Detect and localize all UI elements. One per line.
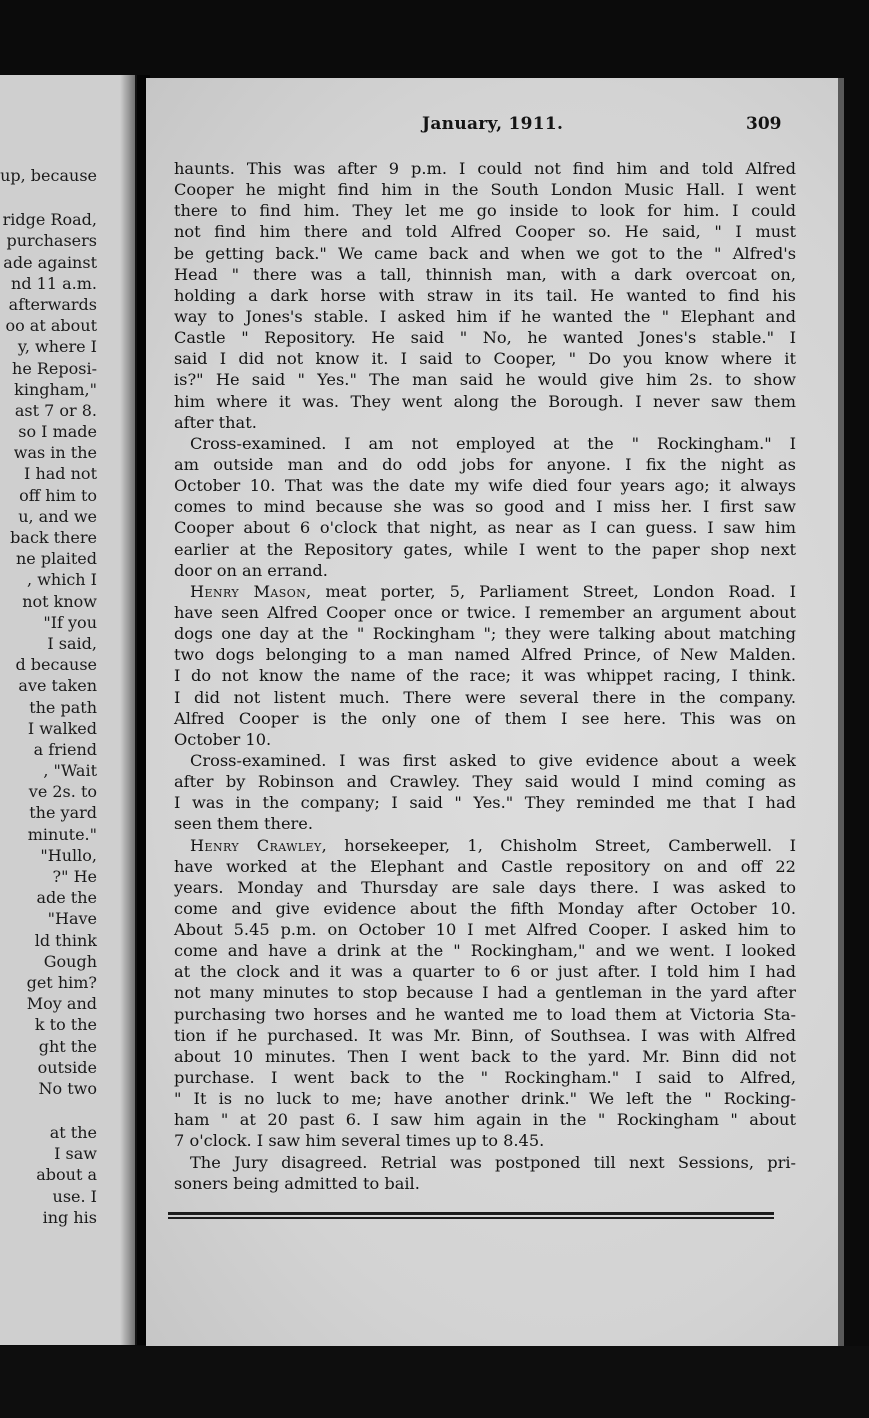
text-line: I did not listent much. There were several there in the company. <box>174 687 796 707</box>
left-page-line: purchasers <box>6 231 97 251</box>
text-line: Castle " Repository. He said " No, he wanted Jones's stable." I <box>174 328 796 348</box>
text-line: said I did not know it. I said to Cooper, " Do you know where it <box>174 349 796 369</box>
text-line: not many minutes to stop because I had a gentleman in the yard after <box>174 983 796 1003</box>
text-line: there to find him. They let me go inside to look for him. I could <box>174 201 796 221</box>
left-page-line: the yard <box>29 803 97 823</box>
text-line: comes to mind because she was so good and I miss her. I first saw <box>174 497 796 517</box>
text-line: Cooper about 6 o'clock that night, as near as I can guess. I saw him <box>174 518 796 538</box>
left-page-line: afterwards <box>8 294 97 314</box>
text-line: am outside man and do odd jobs for anyone. I fix the night as <box>174 454 796 474</box>
text-line: after that. <box>174 412 257 432</box>
left-page-line: was in the <box>13 443 97 463</box>
page-edge <box>838 78 844 1350</box>
left-page-line: so I made <box>18 422 97 442</box>
left-page-line: Gough <box>43 951 97 971</box>
left-page-line: No two <box>38 1078 97 1098</box>
left-page-line: u, and we <box>18 506 97 526</box>
text-line: earlier at the Repository gates, while I went to the paper shop next <box>174 539 796 559</box>
text-line: have seen Alfred Cooper once or twice. I remember an argument about <box>174 602 796 622</box>
left-page-line: ?" He <box>52 867 97 886</box>
left-page-line: ade the <box>36 888 97 908</box>
end-rule-thick-line <box>168 1212 774 1215</box>
text-line: purchase. I went back to the " Rockingham." I said to Alfred, <box>174 1068 796 1088</box>
left-page-line: ing his <box>42 1207 97 1227</box>
left-page-line: he Reposi- <box>12 358 97 378</box>
left-page-line: nd 11 a.m. <box>11 273 97 293</box>
text-line: have worked at the Elephant and Castle repository on and off 22 <box>174 856 796 876</box>
text-line: seen them there. <box>174 814 314 834</box>
text-line: 7 o'clock. I saw him several times up to 8.45. <box>174 1131 545 1151</box>
left-page-line: ld think <box>34 930 97 950</box>
left-page-line: "If you <box>43 612 97 632</box>
text-line: holding a dark horse with straw in its tail. He wanted to find his <box>174 285 796 305</box>
end-rule-thin-line <box>168 1217 774 1219</box>
text-line: soners being admitted to bail. <box>174 1173 420 1193</box>
left-page-line <box>0 1099 97 1122</box>
bottom-margin <box>0 1346 869 1418</box>
page-number: 309 <box>746 114 782 134</box>
text-line: dogs one day at the " Rockingham "; they were talking about matching <box>174 624 796 644</box>
body-text <box>174 158 796 1194</box>
left-page-line: minute." <box>27 824 97 844</box>
left-page-line: a friend <box>33 739 97 759</box>
left-page-line: use. I <box>52 1186 97 1206</box>
text-line: about 10 minutes. Then I went back to the yard. Mr. Binn did not <box>174 1046 796 1066</box>
left-page-line: k to the <box>34 1015 97 1035</box>
text-line: Cross-examined. I am not employed at the " Rockingham." I <box>190 433 796 453</box>
left-page-line: y, where I <box>17 337 97 357</box>
text-line: " It is no luck to me; have another drink." We left the " Rocking- <box>174 1089 796 1109</box>
text-line: I was in the company; I said " Yes." They reminded me that I had <box>174 793 796 813</box>
left-page-line: Moy and <box>26 994 97 1014</box>
left-page-line: not know <box>22 591 97 611</box>
text-line: Henry Mason, meat porter, 5, Parliament Street, London Road. I <box>190 581 796 601</box>
left-page <box>0 75 137 1345</box>
left-page-line: "Have <box>47 909 97 929</box>
text-line: October 10. That was the date my wife died four years ago; it always <box>174 476 796 496</box>
text-line: Cross-examined. I was first asked to give evidence about a week <box>190 750 796 770</box>
text-line: Henry Crawley, horsekeeper, 1, Chisholm Street, Camberwell. I <box>190 835 796 855</box>
left-page-line: get him? <box>26 972 97 992</box>
running-header <box>146 114 840 138</box>
text-line: at the clock and it was a quarter to 6 or just after. I told him I had <box>174 962 796 982</box>
left-page-line: back there <box>10 528 97 547</box>
text-line: The Jury disagreed. Retrial was postponed till next Sessions, pri- <box>190 1152 796 1172</box>
text-line: come and give evidence about the fifth Monday after October 10. <box>174 898 796 918</box>
left-page-line: ast 7 or 8. <box>14 400 97 420</box>
text-line: Cooper he might find him in the South London Music Hall. I went <box>174 180 796 200</box>
left-page-line: "Hullo, <box>40 845 97 865</box>
text-line: way to Jones's stable. I asked him if he wanted the " Elephant and <box>174 306 796 326</box>
text-line: October 10. <box>174 729 272 749</box>
text-line: be getting back." We came back and when we got to the " Alfred's <box>174 243 796 263</box>
left-page-line <box>0 186 97 209</box>
text-line: door on an errand. <box>174 560 328 580</box>
text-line: haunts. This was after 9 p.m. I could not find him and told Alfred <box>174 159 796 178</box>
left-page-line: outside <box>37 1057 97 1077</box>
header-date: January, 1911. <box>422 114 564 134</box>
left-page-text <box>0 165 97 1228</box>
text-line: is?" He said " Yes." The man said he would give him 2s. to show <box>174 370 796 390</box>
left-page-line: , which I <box>27 570 97 590</box>
text-line: About 5.45 p.m. on October 10 I met Alfred Cooper. I asked him to <box>174 920 796 940</box>
left-page-line: I said, <box>47 633 97 653</box>
left-page-line: ridge Road, <box>2 210 97 230</box>
left-page-line: ve 2s. to <box>28 782 97 802</box>
left-page-line: I walked <box>27 718 97 738</box>
text-line: after by Robinson and Crawley. They said would I mind coming as <box>174 772 796 792</box>
text-line: tion if he purchased. It was Mr. Binn, of Southsea. I was with Alfred <box>174 1025 796 1045</box>
left-page-line: about a <box>36 1165 97 1185</box>
text-line: come and have a drink at the " Rockingham," and we went. I looked <box>174 941 796 961</box>
right-page <box>146 78 840 1350</box>
text-line: not find him there and told Alfred Cooper so. He said, " I must <box>174 222 796 242</box>
left-page-line: I had not <box>24 464 97 484</box>
text-line: Alfred Cooper is the only one of them I see here. This was on <box>174 708 796 728</box>
left-page-line: oo at about <box>5 316 97 336</box>
text-line: I do not know the name of the race; it was whippet racing, I think. <box>174 666 796 686</box>
left-page-line: ght the <box>38 1036 97 1056</box>
text-line: years. Monday and Thursday are sale days there. I was asked to <box>174 877 796 897</box>
left-page-line: ave taken <box>18 676 97 696</box>
text-line: two dogs belonging to a man named Alfred Prince, of New Malden. <box>174 645 796 665</box>
text-line: him where it was. They went along the Borough. I never saw them <box>174 391 796 411</box>
text-line: purchasing two horses and he wanted me to load them at Victoria Sta- <box>174 1004 796 1024</box>
text-line: ham " at 20 past 6. I saw him again in the " Rockingham " about <box>174 1110 796 1130</box>
left-page-line: , "Wait <box>43 761 97 781</box>
left-page-line: ne plaited <box>15 549 97 569</box>
left-page-line: up, because <box>0 166 97 185</box>
left-page-line: d because <box>15 655 97 675</box>
left-page-line: ade against <box>3 252 97 272</box>
left-page-line: off him to <box>19 485 97 505</box>
left-page-line: the path <box>29 697 97 717</box>
left-page-line: at the <box>49 1123 97 1143</box>
left-page-line: I saw <box>54 1144 97 1164</box>
left-page-line: kingham," <box>14 379 97 399</box>
text-line: Head " there was a tall, thinnish man, with a dark overcoat on, <box>174 264 796 284</box>
